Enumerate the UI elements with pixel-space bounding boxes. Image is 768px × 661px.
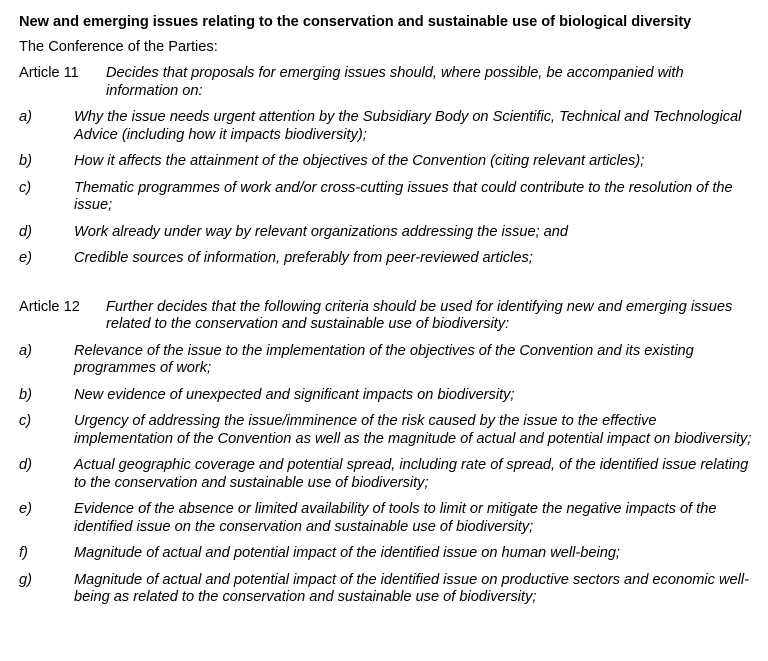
list-item (19, 343, 759, 378)
list-item (19, 413, 759, 448)
list-item (19, 109, 759, 144)
item-text: Work already under way by relevant organizations addressing the issue; and (74, 223, 569, 240)
list-item (19, 501, 759, 536)
article-text: Further decides that the following criteria should be used for identifying new and emerging issues related to the conservation and sustainable use of biodiversity: (106, 298, 733, 332)
document-title: New and emerging issues relating to the conservation and sustainable use of biological diversity (19, 14, 692, 30)
item-label: b) (19, 153, 32, 169)
item-text: Actual geographic coverage and potential spread, including rate of spread, of the identified issue relating to the conservation and sustainable use of biodiversity; (74, 457, 749, 491)
item-label: f) (19, 545, 28, 561)
list-item (19, 545, 759, 563)
article-12-heading (19, 299, 759, 334)
item-text: Thematic programmes of work and/or cross-cutting issues that could contribute to the resolution of the issue; (74, 179, 733, 213)
article-11-items (19, 109, 759, 268)
item-text: Credible sources of information, preferably from peer-reviewed articles; (74, 250, 533, 266)
item-text: Why the issue needs urgent attention by the Subsidiary Body on Scientific, Technical and Technological Advice (including how it impacts biodiversity); (74, 109, 742, 143)
section-spacer (19, 268, 759, 299)
list-item (19, 250, 759, 268)
document-page (19, 14, 759, 607)
item-label: e) (19, 250, 32, 266)
item-label: d) (19, 457, 32, 473)
list-item (19, 180, 759, 215)
article-11-heading (19, 65, 759, 100)
item-label: c) (19, 179, 32, 196)
item-text: Relevance of the issue to the implementation of the objectives of the Convention and its existing programmes of work; (74, 342, 694, 376)
item-text: Evidence of the absence or limited availability of tools to limit or mitigate the negative impacts of the identified issue on the conservation and sustainable use of biodiversity; (74, 501, 717, 535)
item-label: g) (19, 571, 32, 588)
item-text: Urgency of addressing the issue/imminence of the risk caused by the issue to the effective implementation of the Convention as well as the magnitude of actual and potential impact on biodiversity; (74, 413, 752, 447)
list-item (19, 387, 759, 405)
list-item (19, 457, 759, 492)
item-text: Magnitude of actual and potential impact of the identified issue on human well-being; (74, 545, 620, 561)
item-label: e) (19, 501, 32, 517)
item-label: b) (19, 386, 32, 403)
item-label: a) (19, 342, 32, 359)
item-label: a) (19, 109, 32, 125)
item-text: New evidence of unexpected and significant impacts on biodiversity; (74, 386, 515, 403)
intro-text: The Conference of the Parties: (19, 38, 218, 55)
article-label: Article 11 (19, 65, 79, 81)
list-item (19, 153, 759, 171)
item-text: Magnitude of actual and potential impact of the identified issue on productive sectors and economic well-being as related to the conservation and sustainable use of biodiversity; (74, 571, 749, 605)
article-12-items (19, 343, 759, 607)
article-text: Decides that proposals for emerging issues should, where possible, be accompanied with information on: (106, 65, 684, 99)
list-item (19, 224, 759, 242)
list-item (19, 572, 759, 607)
item-label: c) (19, 413, 32, 429)
article-label: Article 12 (19, 298, 80, 315)
item-text: How it affects the attainment of the objectives of the Convention (citing relevant articles); (74, 153, 645, 169)
item-label: d) (19, 223, 32, 240)
